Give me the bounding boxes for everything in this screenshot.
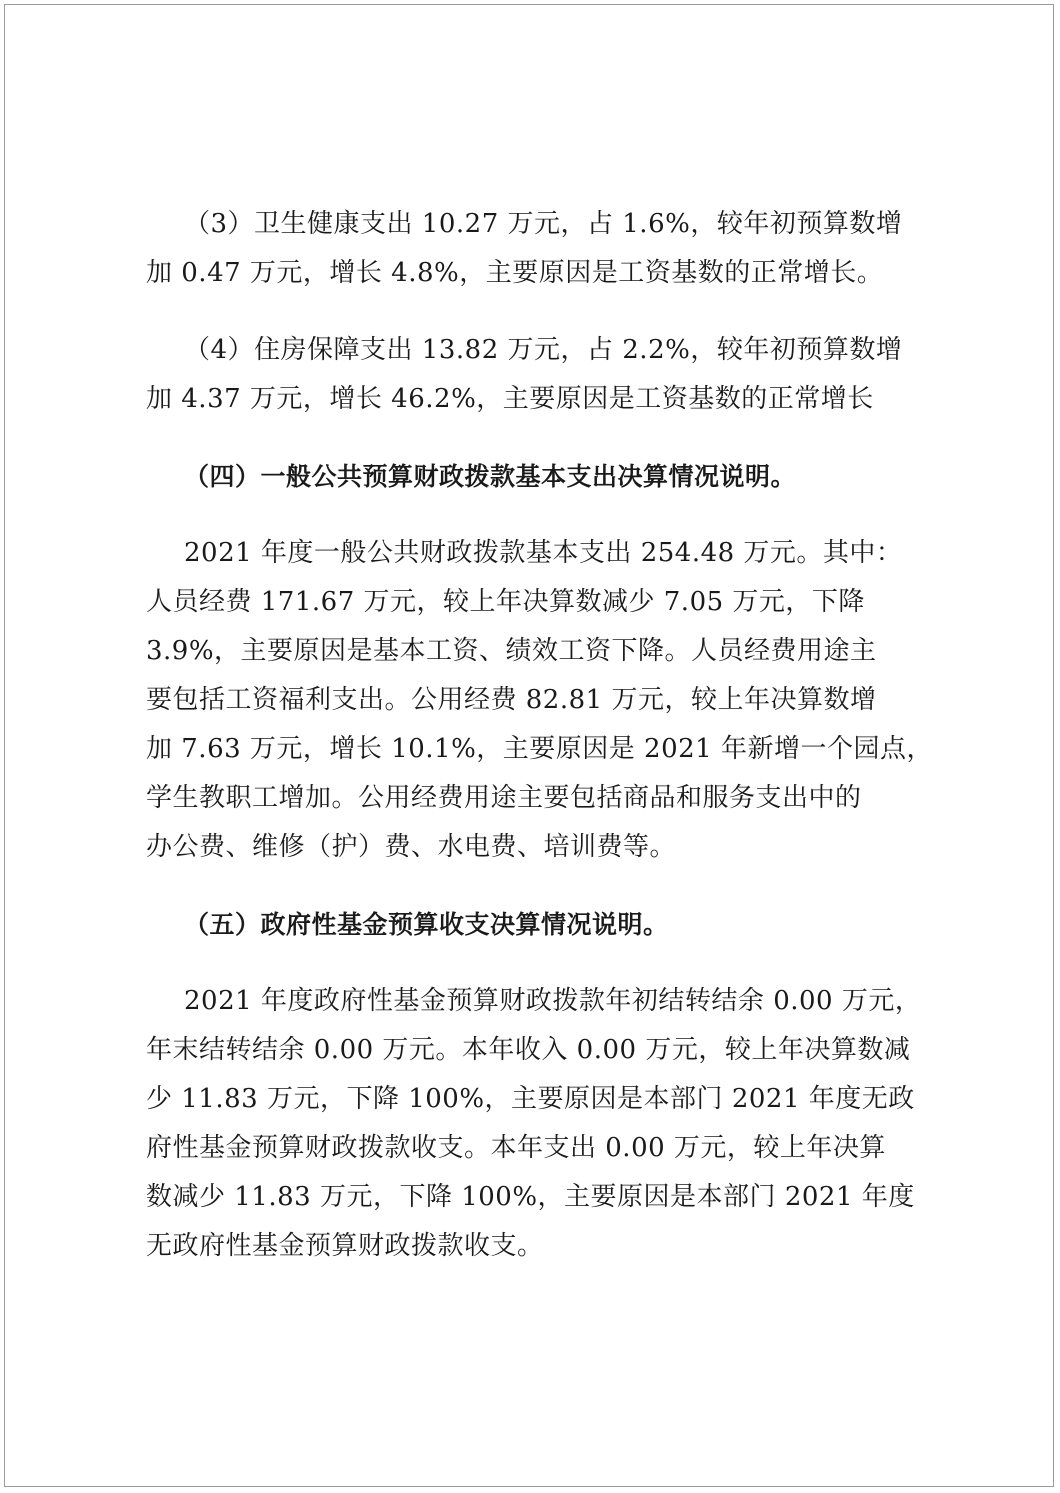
- text-line: 加 0.47 万元，增长 4.8%，主要原因是工资基数的正常增长。: [146, 258, 884, 288]
- paragraph-housing-expenditure: [146, 326, 966, 424]
- text-line: 数减少 11.83 万元，下降 100%，主要原因是本部门 2021 年度: [146, 1182, 915, 1212]
- paragraph-gap: [146, 949, 966, 977]
- text-line: （4）住房保障支出 13.82 万元，占 2.2%，较年初预算数增: [184, 335, 903, 365]
- text-line: 3.9%，主要原因是基本工资、绩效工资下降。人员经费用途主: [146, 636, 877, 666]
- paragraph-gap: [146, 872, 966, 900]
- heading-text: （五）政府性基金预算收支决算情况说明。: [184, 910, 669, 939]
- text-line: 办公费、维修（护）费、水电费、培训费等。: [146, 832, 677, 862]
- heading-text: （四）一般公共预算财政拨款基本支出决算情况说明。: [184, 462, 797, 491]
- text-line: 人员经费 171.67 万元，较上年决算数减少 7.05 万元，下降: [146, 587, 865, 617]
- text-line: 年末结转结余 0.00 万元。本年收入 0.00 万元，较上年决算数减: [146, 1035, 911, 1065]
- text-line: 2021 年度政府性基金预算财政拨款年初结转结余 0.00 万元，: [184, 986, 922, 1016]
- paragraph-gap: [146, 501, 966, 529]
- paragraph-basic-expenditure: [146, 529, 966, 872]
- document-page: [4, 4, 1054, 1487]
- text-line: 无政府性基金预算财政拨款收支。: [146, 1231, 544, 1261]
- document-body: [146, 200, 966, 1271]
- text-line: （3）卫生健康支出 10.27 万元，占 1.6%，较年初预算数增: [184, 209, 903, 239]
- text-line: 要包括工资福利支出。公用经费 82.81 万元，较上年决算数增: [146, 685, 877, 715]
- section-heading-5: [146, 900, 966, 949]
- text-line: 加 4.37 万元，增长 46.2%，主要原因是工资基数的正常增长: [146, 384, 874, 414]
- text-line: 加 7.63 万元，增长 10.1%，主要原因是 2021 年新增一个园点，: [146, 734, 933, 764]
- section-heading-4: [146, 452, 966, 501]
- text-line: 学生教职工增加。公用经费用途主要包括商品和服务支出中的: [146, 783, 862, 813]
- paragraph-health-expenditure: [146, 200, 966, 298]
- text-line: 少 11.83 万元，下降 100%，主要原因是本部门 2021 年度无政: [146, 1084, 915, 1114]
- text-line: 府性基金预算财政拨款收支。本年支出 0.00 万元，较上年决算: [146, 1133, 886, 1163]
- text-line: 2021 年度一般公共财政拨款基本支出 254.48 万元。其中：: [184, 538, 903, 568]
- paragraph-government-fund: [146, 977, 966, 1271]
- paragraph-gap: [146, 424, 966, 452]
- paragraph-gap: [146, 298, 966, 326]
